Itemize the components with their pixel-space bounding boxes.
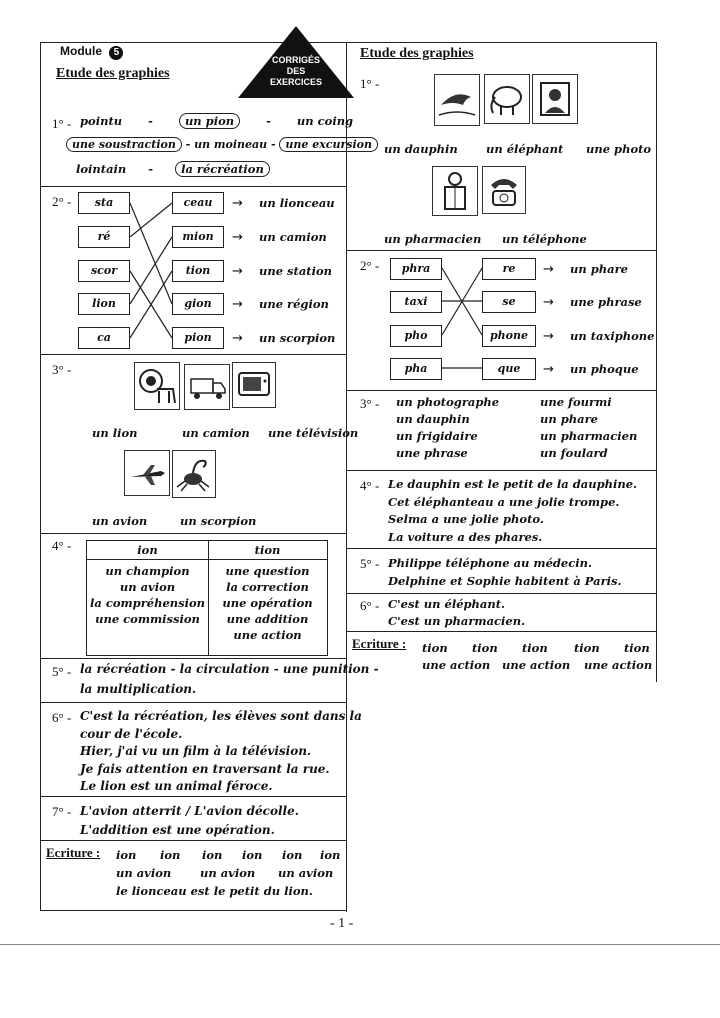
arrow-icon: → bbox=[232, 331, 243, 346]
ex7-line: L'addition est une opération. bbox=[80, 823, 275, 837]
ecriture-item: ion bbox=[116, 848, 137, 862]
elephant-picture bbox=[484, 74, 530, 124]
banner-line-1: CORRIGÉS bbox=[271, 55, 320, 65]
divider bbox=[40, 658, 346, 659]
divider bbox=[346, 548, 656, 549]
left-outer-border bbox=[40, 42, 41, 910]
ex4-header-ion: ion bbox=[137, 543, 158, 557]
ex4-cell: la correction bbox=[226, 580, 309, 594]
divider bbox=[346, 390, 656, 391]
lion-picture bbox=[134, 362, 180, 410]
telephone-picture bbox=[482, 166, 526, 214]
ecriture-item: un avion bbox=[200, 866, 256, 880]
right-ex1-word: un éléphant bbox=[486, 142, 564, 156]
right-ex4-number: 4° - bbox=[360, 478, 380, 493]
ecriture-label: Ecriture : bbox=[46, 845, 101, 860]
photo-picture bbox=[532, 74, 578, 124]
ex3-word: un camion bbox=[182, 426, 250, 440]
right-ex2-left-box: pha bbox=[390, 358, 442, 380]
ecriture-item: ion bbox=[160, 848, 181, 862]
arrow-icon: → bbox=[232, 264, 243, 279]
arrow-icon: → bbox=[543, 262, 554, 277]
right-ex2-right-box: phone bbox=[482, 325, 536, 347]
banner-line-2: DES bbox=[286, 66, 306, 76]
right-ex1-word: une photo bbox=[586, 142, 652, 156]
right-ex4-line: Cet éléphanteau a une jolie trompe. bbox=[388, 494, 620, 509]
arrow-icon: → bbox=[543, 295, 554, 310]
ex1-line1: pointu - un pion - un coing bbox=[80, 114, 354, 128]
ex2-result: une station bbox=[259, 264, 332, 278]
right-ex3-word: un photographe bbox=[396, 395, 500, 409]
ex6-number: 6° - bbox=[52, 710, 72, 725]
ex2-right-box: mion bbox=[172, 226, 224, 248]
ex2-number: 2° - bbox=[52, 194, 72, 209]
ex4-cell: un champion bbox=[105, 564, 190, 578]
module-number-badge: 5 bbox=[109, 46, 123, 60]
ex4-number: 4° - bbox=[52, 538, 72, 553]
divider bbox=[346, 470, 656, 471]
right-ex1-word: un dauphin bbox=[384, 142, 458, 156]
right-ex2-right-box: que bbox=[482, 358, 536, 380]
right-ex6-line: C'est un pharmacien. bbox=[388, 614, 526, 628]
ex3-word: un avion bbox=[92, 514, 148, 528]
ex4-cell: une commission bbox=[95, 612, 200, 626]
right-ex4-line: Selma a une jolie photo. bbox=[388, 512, 544, 526]
arrow-icon: → bbox=[543, 362, 554, 377]
right-ecriture-item: une action bbox=[422, 658, 491, 672]
ex2-right-box: gion bbox=[172, 293, 224, 315]
ex3-word: une télévision bbox=[268, 426, 359, 440]
ex6-line: C'est la récréation, les élèves sont dans la bbox=[80, 709, 362, 723]
right-ex2-number: 2° - bbox=[360, 258, 380, 273]
right-ex1-number: 1° - bbox=[360, 76, 380, 91]
right-ex2-right-box: se bbox=[482, 291, 536, 313]
ex4-cell: une opération bbox=[222, 596, 313, 610]
banner-line-3: EXERCICES bbox=[269, 77, 322, 87]
pharmacist-picture bbox=[432, 166, 478, 216]
section-title: Etude des graphies bbox=[56, 66, 170, 81]
ecriture-item: un avion bbox=[116, 866, 172, 880]
ecriture-item: ion bbox=[202, 848, 223, 862]
ex5-line: la multiplication. bbox=[80, 682, 197, 696]
right-ex6-number: 6° - bbox=[360, 598, 380, 613]
right-ex3-word: un foulard bbox=[540, 446, 608, 460]
ex2-result: un camion bbox=[259, 230, 327, 244]
ex6-line: Je fais attention en traversant la rue. bbox=[80, 761, 330, 776]
right-ex2-right-box: re bbox=[482, 258, 536, 280]
divider bbox=[346, 631, 656, 632]
ecriture-item: ion bbox=[320, 848, 341, 862]
right-ex3-word: un phare bbox=[540, 412, 598, 426]
right-ex2-left-box: phra bbox=[390, 258, 442, 280]
ex1-line3: lointain - la récréation bbox=[76, 162, 270, 176]
module-label: Module 5 bbox=[60, 44, 123, 60]
right-ecriture-item: une action bbox=[584, 658, 653, 672]
right-ex2-result: une phrase bbox=[570, 295, 642, 309]
divider bbox=[40, 702, 346, 703]
arrow-icon: → bbox=[543, 329, 554, 344]
ex2-left-box: scor bbox=[78, 260, 130, 282]
right-ecriture-item: tion bbox=[574, 641, 600, 655]
ex2-left-box: ré bbox=[78, 226, 130, 248]
right-outer-border bbox=[656, 42, 657, 682]
truck-picture bbox=[184, 364, 230, 410]
ex2-right-box: pion bbox=[172, 327, 224, 349]
ex2-left-box: sta bbox=[78, 192, 130, 214]
right-ecriture-item: une action bbox=[502, 658, 571, 672]
ex3-number: 3° - bbox=[52, 362, 72, 377]
ex1-line2: une soustraction - un moineau - une excursion bbox=[66, 138, 378, 151]
ex6-line: cour de l'école. bbox=[80, 726, 183, 741]
ex2-right-box: ceau bbox=[172, 192, 224, 214]
arrow-icon: → bbox=[232, 230, 243, 245]
right-ex4-line: Le dauphin est le petit de la dauphine. bbox=[388, 477, 638, 491]
left-bottom-border bbox=[40, 910, 346, 911]
ex2-result: un scorpion bbox=[259, 331, 336, 345]
divider bbox=[40, 354, 346, 355]
right-ecriture-item: tion bbox=[422, 641, 448, 655]
ex4-cell: la compréhension bbox=[90, 596, 205, 610]
ex7-number: 7° - bbox=[52, 804, 72, 819]
right-ex6-line: C'est un éléphant. bbox=[388, 597, 506, 611]
right-ecriture-item: tion bbox=[624, 641, 650, 655]
ex4-table bbox=[86, 540, 328, 656]
ex4-header-tion: tion bbox=[254, 543, 281, 557]
ex2-result: une région bbox=[259, 297, 329, 311]
page-number: - 1 - bbox=[330, 916, 354, 931]
ex4-cell: une question bbox=[225, 564, 310, 578]
right-ex5-number: 5° - bbox=[360, 556, 380, 571]
divider bbox=[346, 593, 656, 594]
right-ex3-word: un frigidaire bbox=[396, 429, 478, 443]
ex5-number: 5° - bbox=[52, 664, 72, 679]
ex3-word: un lion bbox=[92, 426, 138, 440]
ex6-line: Hier, j'ai vu un film à la télévision. bbox=[80, 744, 312, 758]
right-ecriture-item: tion bbox=[472, 641, 498, 655]
divider bbox=[40, 533, 346, 534]
ex6-line: Le lion est un animal féroce. bbox=[80, 779, 273, 793]
scorpion-picture bbox=[172, 450, 216, 498]
right-ex3-word: un pharmacien bbox=[540, 429, 638, 443]
right-ecriture-label: Ecriture : bbox=[352, 636, 407, 651]
right-ex2-left-box: taxi bbox=[390, 291, 442, 313]
ex2-right-box: tion bbox=[172, 260, 224, 282]
right-ex3-word: une phrase bbox=[396, 446, 468, 460]
ex1-number: 1° - bbox=[52, 116, 72, 131]
right-ex2-result: un taxiphone bbox=[570, 329, 655, 343]
right-ex5-line: Delphine et Sophie habitent à Paris. bbox=[388, 574, 622, 588]
right-top-border bbox=[346, 42, 656, 43]
ex2-left-box: lion bbox=[78, 293, 130, 315]
ex2-left-box: ca bbox=[78, 327, 130, 349]
right-ex2-left-box: pho bbox=[390, 325, 442, 347]
footer-rule bbox=[0, 944, 720, 945]
right-ex5-line: Philippe téléphone au médecin. bbox=[388, 556, 592, 570]
right-ex3-word: une fourmi bbox=[540, 395, 612, 409]
right-ecriture-item: tion bbox=[522, 641, 548, 655]
right-ex3-word: un dauphin bbox=[396, 412, 470, 426]
right-ex1-word: un téléphone bbox=[502, 232, 587, 246]
ex5-line: la récréation - la circulation - une punition - bbox=[80, 662, 379, 676]
right-ex1-word: un pharmacien bbox=[384, 232, 482, 246]
divider bbox=[40, 796, 346, 797]
corriges-banner bbox=[238, 26, 354, 100]
ex4-cell: une action bbox=[233, 628, 302, 642]
arrow-icon: → bbox=[232, 297, 243, 312]
right-ex4-line: La voiture a des phares. bbox=[388, 529, 543, 544]
right-section-title: Etude des graphies bbox=[360, 46, 474, 61]
divider bbox=[40, 840, 346, 841]
right-ex2-result: un phoque bbox=[570, 362, 639, 376]
ecriture-item: un avion bbox=[278, 866, 334, 880]
television-picture bbox=[232, 362, 276, 408]
arrow-icon: → bbox=[232, 196, 243, 211]
ecriture-item: ion bbox=[282, 848, 303, 862]
ex4-cell: une addition bbox=[226, 612, 309, 626]
ex7-line: L'avion atterrit / L'avion décolle. bbox=[80, 804, 299, 818]
ex3-word: un scorpion bbox=[180, 514, 257, 528]
right-ex2-result: un phare bbox=[570, 262, 628, 276]
right-ex3-number: 3° - bbox=[360, 396, 380, 411]
ecriture-item: ion bbox=[242, 848, 263, 862]
ex2-result: un lionceau bbox=[259, 196, 335, 210]
dolphin-picture bbox=[434, 74, 480, 126]
ecriture-item: le lionceau est le petit du lion. bbox=[116, 884, 313, 898]
airplane-picture bbox=[124, 450, 170, 496]
ex4-cell: un avion bbox=[119, 580, 176, 594]
